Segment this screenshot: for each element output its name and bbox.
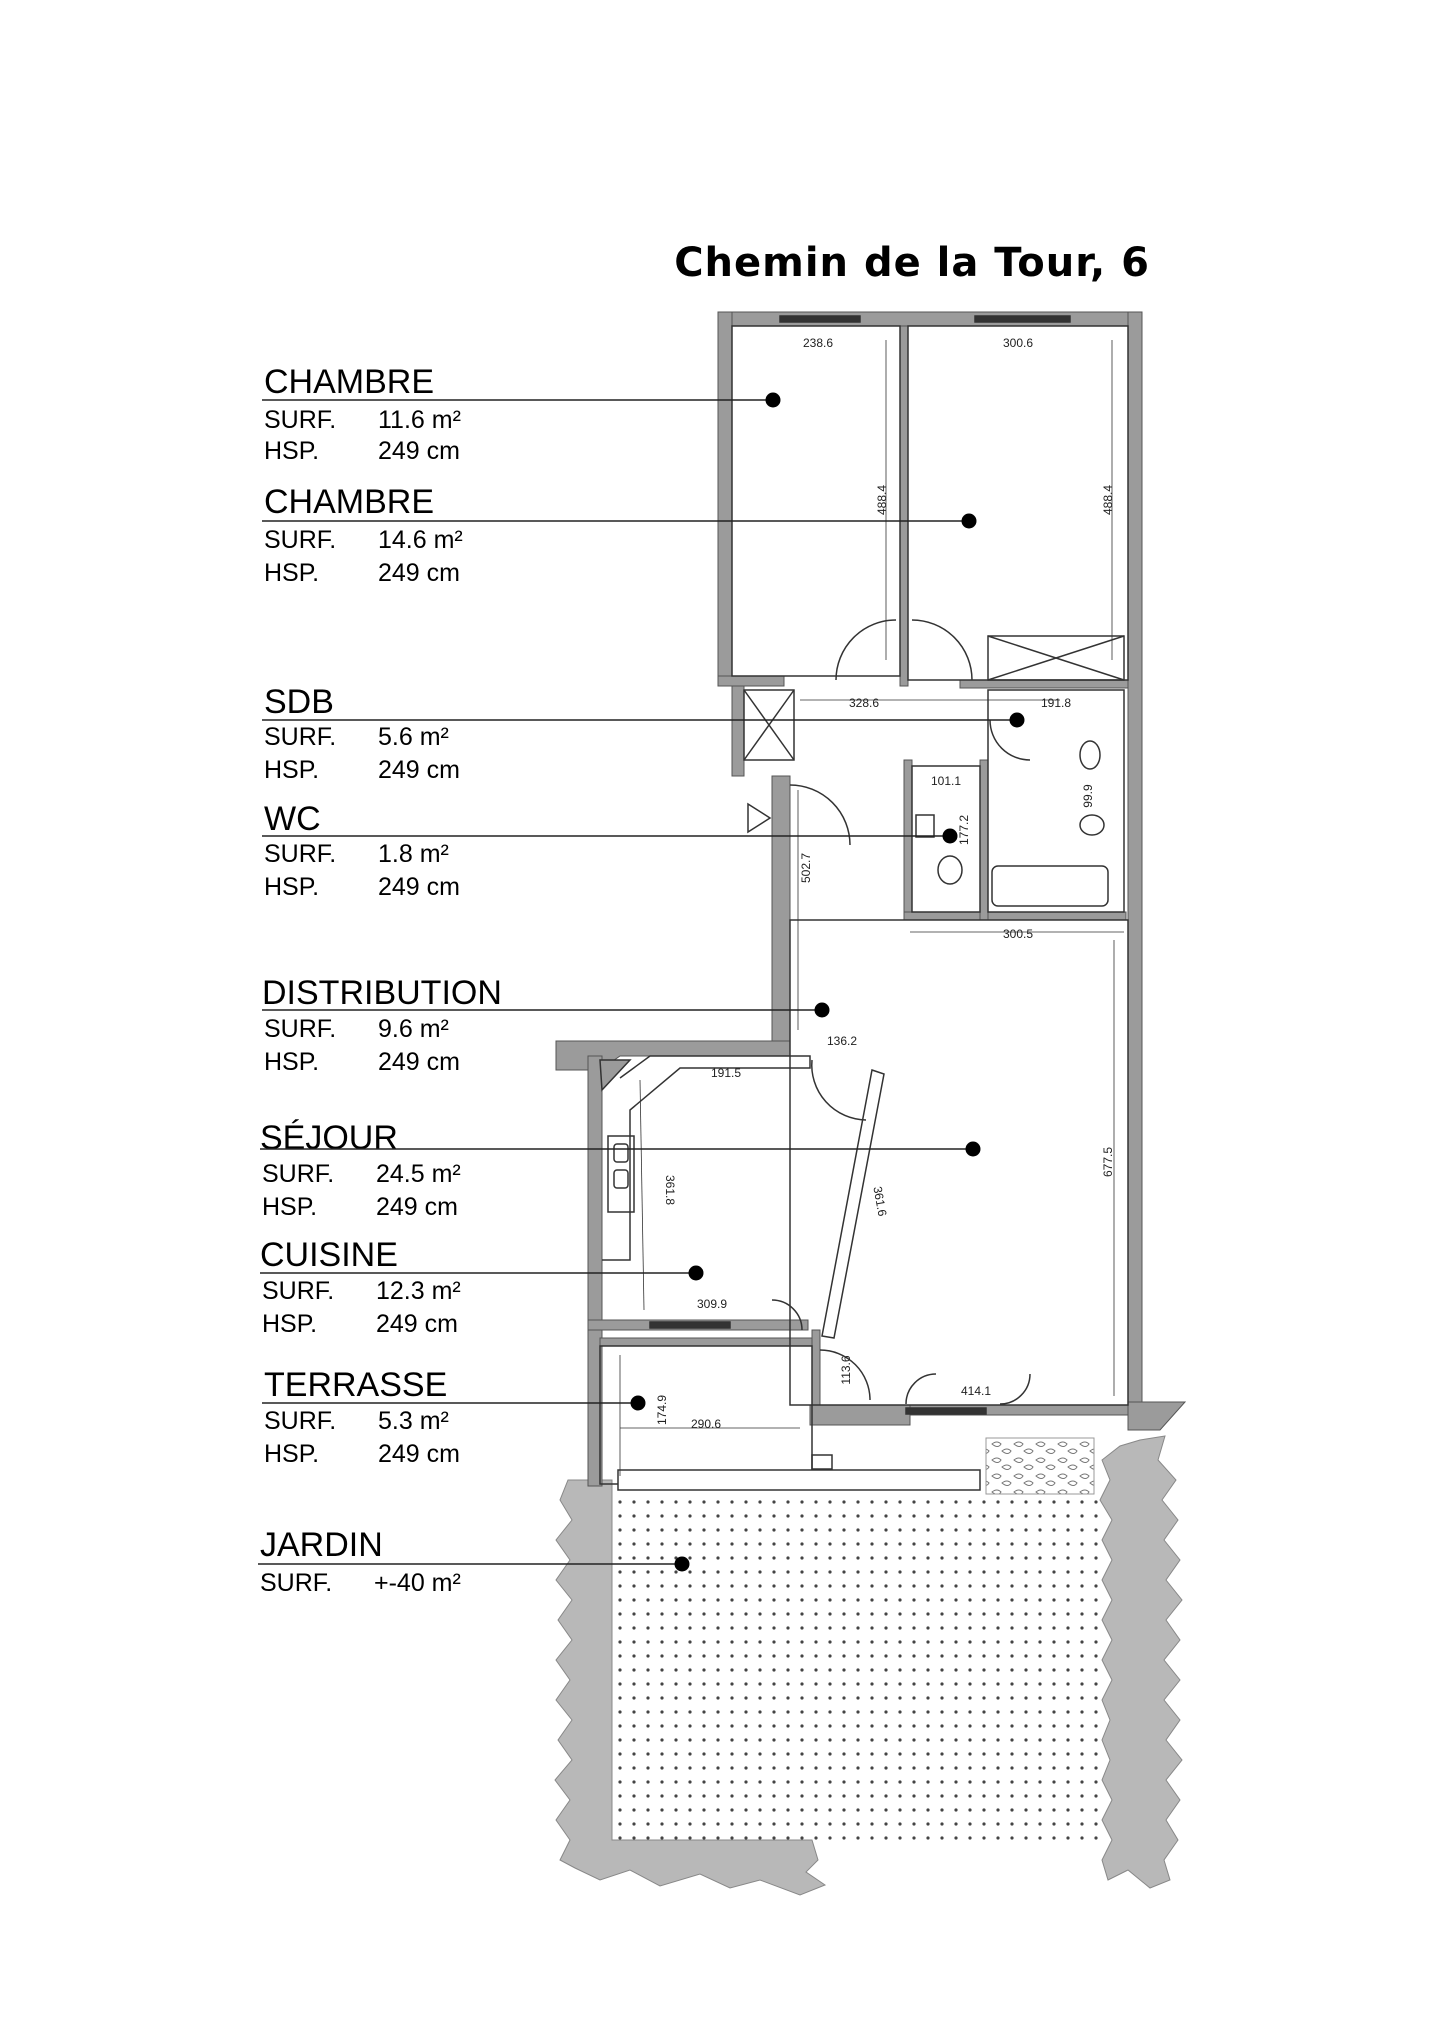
dim-terrace-depth: 174.9 — [655, 1394, 669, 1426]
room-marker — [962, 514, 977, 529]
hsp-value: 249 cm — [378, 756, 460, 784]
room-name: SDB — [264, 683, 334, 721]
surf-label: SURF. — [264, 723, 337, 751]
dim-ch2-depth: 488.4 — [1101, 484, 1115, 516]
hsp-label: HSP. — [264, 1440, 320, 1468]
hsp-label: HSP. — [262, 1193, 318, 1221]
hsp-value: 249 cm — [378, 1048, 460, 1076]
surf-value: 5.6 m² — [378, 723, 449, 751]
room-marker — [966, 1142, 981, 1157]
room-marker — [689, 1266, 704, 1281]
surf-value: 12.3 m² — [376, 1277, 461, 1305]
dim-wc-depth: 177.2 — [957, 814, 971, 846]
room-name: DISTRIBUTION — [262, 974, 502, 1012]
hsp-value: 249 cm — [378, 437, 460, 465]
dim-partition-len: 361.6 — [870, 1185, 890, 1218]
hsp-label: HSP. — [264, 873, 320, 901]
dim-kitchen-depth: 361.8 — [663, 1174, 677, 1206]
surf-label: SURF. — [264, 406, 337, 434]
surf-label: SURF. — [264, 526, 337, 554]
surf-value: 24.5 m² — [376, 1160, 461, 1188]
interior-lines — [600, 316, 1128, 1490]
room-name: WC — [264, 800, 321, 838]
plan-title: Chemin de la Tour, 6 — [674, 240, 1150, 286]
surf-value: +-40 m² — [374, 1569, 461, 1597]
hsp-label: HSP. — [264, 437, 320, 465]
dim-sdb-bottom: 300.5 — [1002, 927, 1034, 941]
hsp-label: HSP. — [262, 1310, 318, 1338]
dim-hall-width: 328.6 — [848, 696, 880, 710]
dim-ch1-depth: 488.4 — [875, 484, 889, 516]
hsp-value: 249 cm — [378, 1440, 460, 1468]
dim-ch2-width: 300.6 — [1002, 336, 1034, 350]
hsp-value: 249 cm — [378, 559, 460, 587]
room-name: CHAMBRE — [264, 363, 435, 401]
room-marker — [1010, 713, 1025, 728]
room-label-distribution — [262, 974, 830, 1076]
walls — [556, 312, 1185, 1486]
garden — [555, 1436, 1182, 1895]
room-label-chambre-1 — [262, 363, 781, 465]
room-marker — [675, 1557, 690, 1572]
room-label-wc — [262, 800, 958, 901]
dim-sdb-width: 191.8 — [1040, 696, 1072, 710]
surf-value: 9.6 m² — [378, 1015, 449, 1043]
surf-value: 14.6 m² — [378, 526, 463, 554]
hsp-label: HSP. — [264, 756, 320, 784]
surf-value: 5.3 m² — [378, 1407, 449, 1435]
room-marker — [943, 829, 958, 844]
dim-ch1-width: 238.6 — [802, 336, 834, 350]
room-name: JARDIN — [260, 1526, 383, 1564]
surf-label: SURF. — [264, 1407, 337, 1435]
dim-terrace-width: 290.6 — [690, 1417, 722, 1431]
dim-sejour-width: 414.1 — [960, 1384, 992, 1398]
dim-small-depth: 113.6 — [839, 1355, 853, 1385]
surf-label: SURF. — [264, 840, 337, 868]
room-marker — [815, 1003, 830, 1018]
surf-value: 11.6 m² — [378, 406, 461, 434]
room-marker — [766, 393, 781, 408]
surf-value: 1.8 m² — [378, 840, 449, 868]
room-label-chambre-2 — [262, 483, 977, 587]
hsp-label: HSP. — [264, 559, 320, 587]
room-name: CUISINE — [260, 1236, 398, 1274]
surf-label: SURF. — [260, 1569, 333, 1597]
dim-sdb-depth: 99.9 — [1081, 784, 1095, 808]
surf-label: SURF. — [262, 1160, 335, 1188]
surf-label: SURF. — [264, 1015, 337, 1043]
room-name: CHAMBRE — [264, 483, 435, 521]
room-marker — [631, 1396, 646, 1411]
dim-sejour-depth: 677.5 — [1101, 1146, 1115, 1178]
dim-kitchen-top: 191.5 — [710, 1066, 742, 1080]
dim-kitchen-bottom: 309.9 — [696, 1297, 728, 1311]
room-name: TERRASSE — [264, 1366, 448, 1404]
dim-wc-width: 101.1 — [930, 774, 962, 788]
dim-door-diag: 136.2 — [826, 1034, 858, 1048]
dim-corridor-len: 502.7 — [799, 852, 813, 884]
surf-label: SURF. — [262, 1277, 335, 1305]
hsp-value: 249 cm — [378, 873, 460, 901]
hsp-label: HSP. — [264, 1048, 320, 1076]
room-name: SÉJOUR — [260, 1119, 398, 1157]
hsp-value: 249 cm — [376, 1193, 458, 1221]
hsp-value: 249 cm — [376, 1310, 458, 1338]
